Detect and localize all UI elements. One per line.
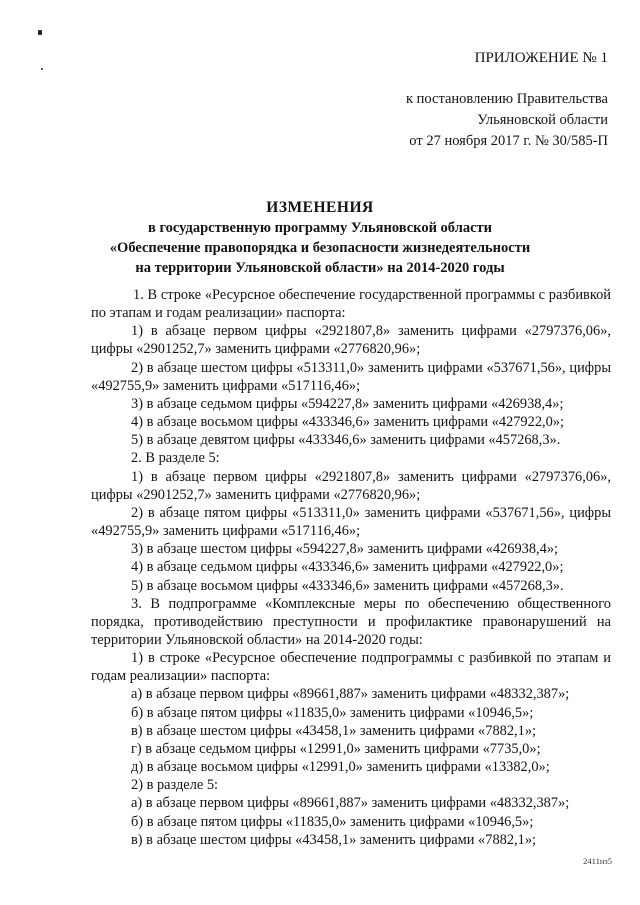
paragraph: 5) в абзаце восьмом цифры «433346,6» заменить цифрами «457268,3». <box>131 577 564 594</box>
appendix-line-2: Ульяновской области <box>477 112 608 128</box>
paragraph: 1) в строке «Ресурсное обеспечение подпрограммы с разбивкой по этапам и годам реализации» паспорта: <box>91 650 611 685</box>
paragraph: 4) в абзаце восьмом цифры «433346,6» заменить цифрами «427922,0»; <box>131 414 565 431</box>
appendix-line-3: от 27 ноября 2017 г. № 30/585-П <box>409 133 608 149</box>
title-main: ИЗМЕНЕНИЯ <box>266 199 374 216</box>
scan-speck <box>41 68 43 70</box>
appendix-line-1: к постановлению Правительства <box>406 91 608 107</box>
paragraph: 4) в абзаце седьмом цифры «433346,6» заменить цифрами «427922,0»; <box>131 559 564 576</box>
paragraph: 2) в разделе 5: <box>131 777 219 794</box>
paragraph: г) в абзаце седьмом цифры «12991,0» заменить цифрами «7735,0»; <box>131 740 541 757</box>
document-code: 2411нз5 <box>583 856 612 866</box>
paragraph: б) в абзаце пятом цифры «11835,0» заменить цифрами «10946,5»; <box>131 704 534 721</box>
paragraph: 2. В разделе 5: <box>131 450 220 467</box>
scan-mark <box>38 30 42 35</box>
paragraph: в) в абзаце шестом цифры «43458,1» заменить цифрами «7882,1»; <box>131 722 537 739</box>
appendix-header <box>406 48 608 152</box>
paragraph: 3) в абзаце шестом цифры «594227,8» заменить цифрами «426938,4»; <box>131 541 559 558</box>
title-line-3: на территории Ульяновской области» на 2014-2020 годы <box>135 260 505 276</box>
paragraph: а) в абзаце первом цифры «89661,887» заменить цифрами «48332,387»; <box>131 686 570 703</box>
paragraph: 1) в абзаце первом цифры «2921807,8» заменить цифрами «2797376,06», цифры «2901252,7» заменить цифрами «2776820,96»; <box>91 468 611 503</box>
paragraph: 2) в абзаце шестом цифры «513311,0» заменить цифрами «537671,56», цифры «492755,9» заменить цифрами «517116,46»; <box>91 359 611 394</box>
paragraph: 5) в абзаце девятом цифры «433346,6» заменить цифрами «457268,3». <box>131 432 561 449</box>
title-line-2: «Обеспечение правопорядка и безопасности жизнедеятельности <box>109 240 531 256</box>
document-title <box>70 198 570 278</box>
paragraph: 1. В строке «Ресурсное обеспечение государственной программы с разбивкой по этапам и годам реализации» паспорта: <box>91 287 611 322</box>
paragraph: д) в абзаце восьмом цифры «12991,0» заменить цифрами «13382,0»; <box>131 759 550 776</box>
paragraph: а) в абзаце первом цифры «89661,887» заменить цифрами «48332,387»; <box>131 795 570 812</box>
document-body <box>91 286 611 849</box>
paragraph: 1) в абзаце первом цифры «2921807,8» заменить цифрами «2797376,06», цифры «2901252,7» заменить цифрами «2776820,96»; <box>91 323 611 358</box>
paragraph: в) в абзаце шестом цифры «43458,1» заменить цифрами «7882,1»; <box>131 831 537 848</box>
paragraph: 3) в абзаце седьмом цифры «594227,8» заменить цифрами «426938,4»; <box>131 395 564 412</box>
appendix-number: ПРИЛОЖЕНИЕ № 1 <box>474 50 608 66</box>
paragraph: 2) в абзаце пятом цифры «513311,0» заменить цифрами «537671,56», цифры «492755,9» заменить цифрами «517116,46»; <box>91 504 611 540</box>
paragraph: 3. В подпрограмме «Комплексные меры по обеспечению общественного порядка, противодействию преступности и профилактике правонарушений на территории Ульяновской области» на 2014-2020 годы: <box>91 595 611 648</box>
title-line-1: в государственную программу Ульяновской области <box>147 220 492 236</box>
paragraph: б) в абзаце пятом цифры «11835,0» заменить цифрами «10946,5»; <box>131 813 534 830</box>
